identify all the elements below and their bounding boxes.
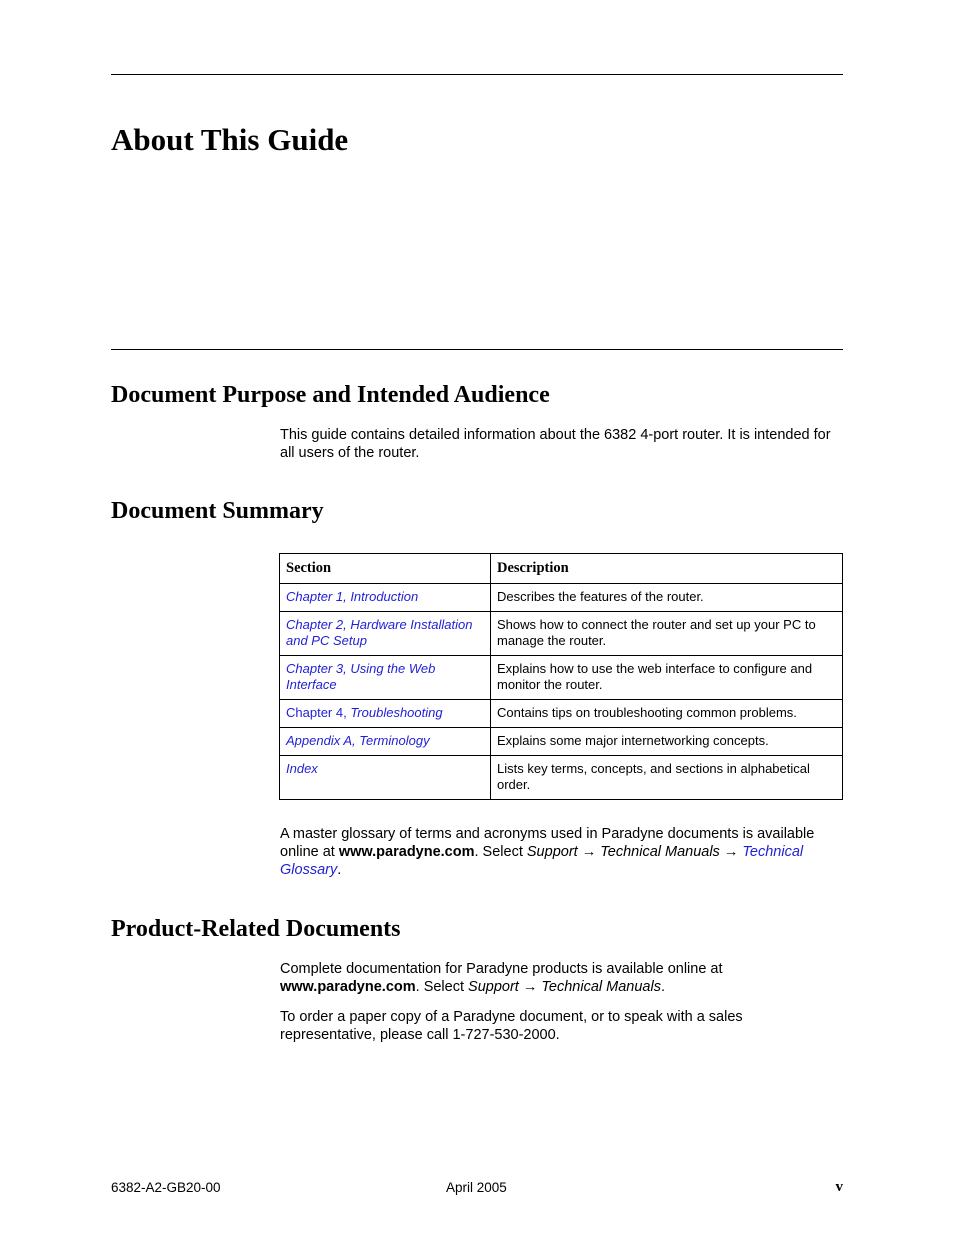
chapter-4-link[interactable]: Troubleshooting [350,705,443,720]
doc-nav-support: Support [468,979,519,995]
purpose-text: This guide contains detailed information about the 6382 4-port router. It is intended for all users of the router. [280,427,831,461]
documentation-paragraph [280,960,842,996]
header-description: Description [491,554,843,584]
table-row [280,584,843,612]
section-cell [280,584,491,612]
description-cell: Describes the features of the router. [491,584,843,612]
section-rule [111,349,843,350]
section-cell [280,728,491,756]
doc-site: www.paradyne.com [280,979,416,995]
order-paragraph: To order a paper copy of a Paradyne document, or to speak with a sales representative, please call 1-727-530-2000. [280,1009,743,1043]
chapter-2-link[interactable]: Chapter 2, Hardware Installation and PC Setup [286,617,473,648]
doc-text-1: Complete documentation for Paradyne products is available online at [280,961,723,977]
glossary-end: . [337,862,342,878]
document-summary-table [279,553,843,800]
purpose-heading: Document Purpose and Intended Audience [111,382,550,408]
chapter-4-prefix[interactable]: Chapter 4, [286,705,351,720]
footer-date: April 2005 [446,1180,507,1195]
glossary-nav-support: Support [526,844,578,860]
header-section: Section [280,554,491,584]
description-cell: Explains how to use the web interface to configure and monitor the router. [491,656,843,700]
glossary-nav-manuals: Technical Manuals [600,844,720,860]
section-cell [280,612,491,656]
table-row [280,656,843,700]
glossary-paragraph [280,825,842,879]
description-cell: Shows how to connect the router and set up your PC to manage the router. [491,612,843,656]
arrow-icon: → [719,844,743,860]
table-header-row [280,554,843,584]
section-cell [280,656,491,700]
doc-text-2: . Select [415,979,469,995]
appendix-a-link[interactable]: Appendix A, Terminology [286,733,430,748]
table-row [280,612,843,656]
arrow-icon: → [518,979,542,995]
doc-nav-manuals: Technical Manuals [541,979,661,995]
section-cell [280,700,491,728]
footer-doc-number: 6382-A2-GB20-00 [111,1180,221,1195]
table-row [280,700,843,728]
doc-end: . [660,979,665,995]
table-row [280,728,843,756]
table-row [280,756,843,800]
index-link[interactable]: Index [286,761,318,776]
glossary-site: www.paradyne.com [338,844,475,860]
glossary-text-2: . Select [474,844,527,860]
chapter-1-link[interactable]: Chapter 1, Introduction [286,589,419,604]
description-cell: Explains some major internetworking concepts. [491,728,843,756]
section-cell [280,756,491,800]
footer-page-number: v [835,1179,843,1195]
chapter-3-link[interactable]: Chapter 3, Using the Web Interface [286,661,436,692]
description-cell: Contains tips on troubleshooting common problems. [491,700,843,728]
technical-glossary-link[interactable]: Technical Glossary [280,844,804,878]
description-cell: Lists key terms, concepts, and sections in alphabetical order. [491,756,843,800]
related-heading: Product-Related Documents [111,916,401,942]
top-rule [111,74,843,75]
arrow-icon: → [577,844,601,860]
chapter-title: About This Guide [111,122,349,157]
glossary-text-1: A master glossary of terms and acronyms used in Paradyne documents is available online at [280,826,815,860]
summary-heading: Document Summary [111,498,324,524]
